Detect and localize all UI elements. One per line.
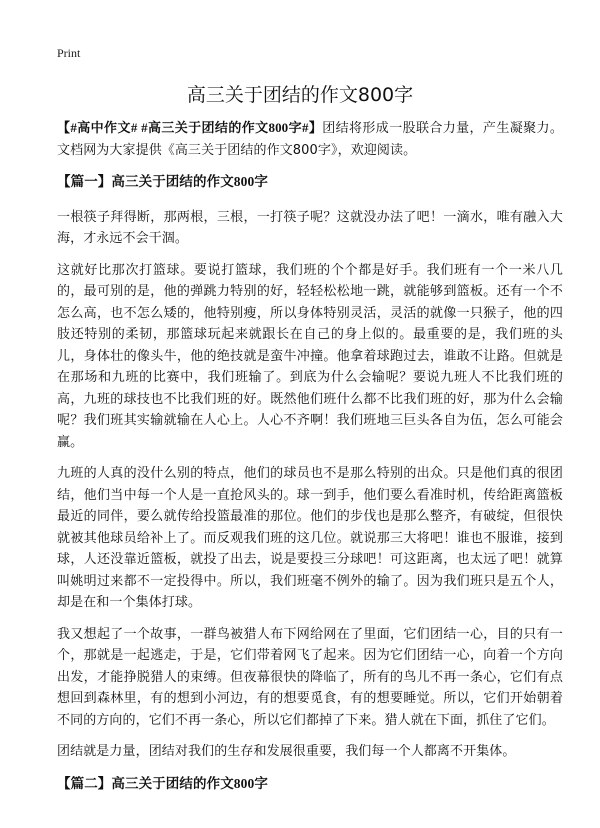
section-heading-2: 【篇二】高三关于团结的作文800字 [57,775,268,791]
intro-paragraph [57,117,563,161]
print-link[interactable]: Print [57,46,81,60]
paragraph-3: 九班的人真的没什么别的特点，他们的球员也不是那么特别的出众。只是他们真的很团结，他们当中每一个人是一直抢风头的。球一到手，他们要么看准时机，传给距离篮板最近的同伴，要么就传给投篮最准的那位。他们的步伐也是那么整齐，有破绽，但很快就被其他球员给补上了。而反观我们班的这几位。就说那三大将吧！谁也不服谁，接到球，人还没靠近篮板，就投了出去，说是要投三分球吧！可这距离，也太远了吧！就算叫姚明过来都不一定投得中。所以，我们班毫不例外的输了。因为我们班只是五个人，却是在和一个集体打球。 [57,466,563,610]
paragraph-5: 团结就是力量，团结对我们的生存和发展很重要，我们每一个人都离不开集体。 [57,744,516,759]
article-body [57,117,563,808]
section-heading-1: 【篇一】高三关于团结的作文800字 [57,174,268,189]
paragraph-1: 一根筷子拜得断，那两根，三根，一打筷子呢？这就没办法了吧！一滴水，唯有融入大海，才永远不会干涸。 [57,209,563,246]
intro-tag: 【#高中作文# #高三关于团结的作文800字#】 [57,120,323,135]
intro-text: 团结将形成一股联合力量，产生凝聚力。文档网为大家提供《高三关于团结的作文800字》，欢迎阅读。 [57,121,563,158]
paragraph-2: 这就好比那次打篮球。要说打篮球，我们班的个个都是好手。我们班有一个一米八几的，最可别的是，他的弹跳力特别的好，轻轻松松地一跳，就能够到篮板。还有一个不怎么高，也不怎么矮的，他特别瘦，所以身体特别灵活，灵活的就像一只猴子，他的四肢还特别的柔韧，那篮球玩起来就跟长在自己的身上似的。最重要的是，我们班的头儿，身体壮的像头牛，他的绝技就是蛮牛冲撞。他拿着球跑过去，谁敢不让路。但就是在那场和九班的比赛中，我们班输了。到底为什么会输呢？要说九班人不比我们班的高，九班的球技也不比我们班的好。既然他们班什么都不比我们班的好，那为什么会输呢？我们班其实输就输在人心上。人心不齐啊！我们班地三巨头各自为伍，怎么可能会赢。 [57,262,563,450]
page-title: 高三关于团结的作文800字 [186,84,414,106]
paragraph-4: 我又想起了一个故事，一群鸟被猎人布下网给网在了里面，它们团结一心，目的只有一个，那就是一起逃走，于是，它们带着网飞了起来。因为它们团结一心，向着一个方向出发，才能挣脱猎人的束缚。但夜幕很快的降临了，所有的鸟儿不再一条心，它们有点想回到森林里，有的想到小河边，有的想要觅食，有的想要睡觉。所以，它们开始朝着不同的方向的，它们不再一条心，所以它们都掉了下来。猎人就在下面，抓住了它们。 [57,626,563,728]
